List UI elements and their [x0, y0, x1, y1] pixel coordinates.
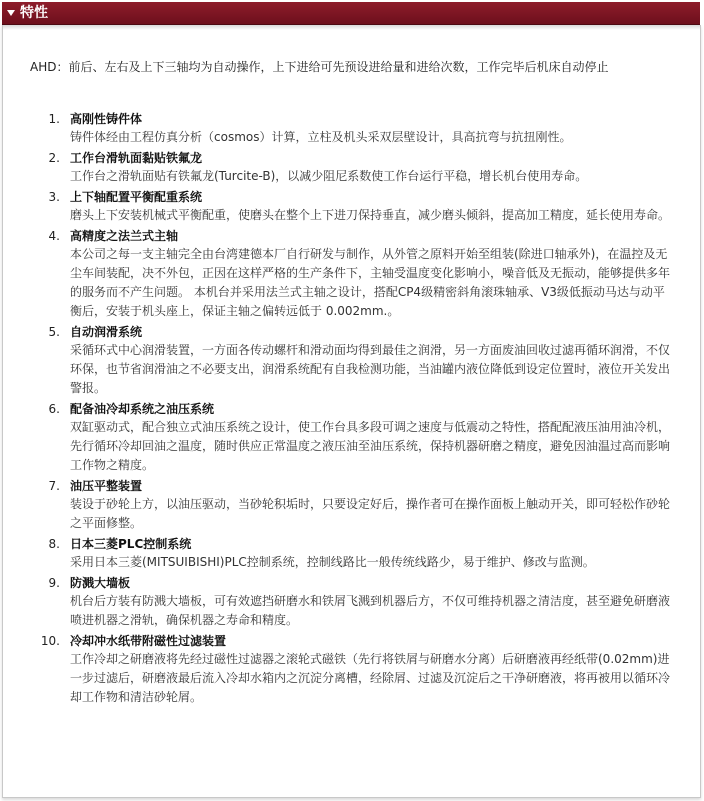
triangle-down-icon [7, 10, 15, 16]
list-item [30, 188, 674, 225]
item-number: 6. [48, 402, 60, 416]
list-item [30, 574, 674, 630]
item-title: 日本三菱PLC控制系统 [70, 537, 192, 551]
item-description: 工作台之滑轨面贴有铁氟龙(Turcite-B)，以减少阻尼系数使工作台运行平稳，增长机台使用寿命。 [70, 169, 588, 183]
item-number: 10. [40, 634, 60, 648]
item-number: 3. [48, 190, 60, 204]
item-title: 高精度之法兰式主轴 [70, 229, 179, 243]
list-item [30, 632, 674, 707]
item-number: 4. [48, 229, 60, 243]
section-title: 特性 [20, 5, 48, 21]
item-number: 1. [48, 112, 60, 126]
item-title: 工作台滑轨面黏贴铁氟龙 [70, 151, 203, 165]
item-title: 冷却冲水纸带附磁性过滤装置 [70, 634, 227, 648]
list-item [30, 149, 674, 186]
feature-list [30, 110, 674, 709]
list-item [30, 227, 674, 321]
item-description: 装设于砂轮上方，以油压驱动，当砂轮积垢时，只要设定好后，操作者可在操作面板上触动开关，即可轻松作砂轮之平面修整。 [70, 497, 671, 530]
list-item [30, 535, 674, 572]
list-item [30, 477, 674, 533]
item-description: 工作冷却之研磨液将先经过磁性过滤器之滚轮式磁铁（先行将铁屑与研磨水分离）后研磨液再经纸带(0.02mm)进一步过滤后，研磨液最后流入冷却水箱内之沉淀分离槽，经除屑、过滤及沉淀后之干净研磨液，将再被用以循环冷却工作物和清洁砂轮屑。 [70, 652, 671, 704]
item-title: 油压平整装置 [70, 479, 143, 493]
item-description: 磨头上下安装机械式平衡配重，使磨头在整个上下进刀保持垂直，减少磨头倾斜，提高加工精度，延长使用寿命。 [70, 208, 671, 222]
intro-text: AHD：前后、左右及上下三轴均为自动操作，上下进给可先预设进给量和进给次数，工作完毕后机床自动停止 [30, 60, 609, 74]
section-header [2, 2, 700, 25]
item-number: 9. [48, 576, 60, 590]
item-description: 采循环式中心润滑装置，一方面各传动螺杆和滑动面均得到最佳之润滑，另一方面废油回收过滤再循环润滑，不仅环保，也节省润滑油之不必要支出，润滑系统配有自我检测功能，当油罐内液位降低到设定位置时，液位开关发出警报。 [70, 343, 671, 395]
item-number: 2. [48, 151, 60, 165]
item-title: 高刚性铸件体 [70, 112, 143, 126]
item-description: 铸件体经由工程仿真分析（cosmos）计算，立柱及机头采双层壁设计，具高抗弯与抗扭刚性。 [70, 130, 572, 144]
item-number: 5. [48, 325, 60, 339]
item-number: 7. [48, 479, 60, 493]
item-title: 防溅大墙板 [70, 576, 131, 590]
item-title: 配备油冷却系统之油压系统 [70, 402, 215, 416]
list-item [30, 400, 674, 475]
item-description: 采用日本三菱(MITSUIBISHI)PLC控制系统，控制线路比一般传统线路少，易于维护、修改与监测。 [70, 555, 595, 569]
list-item [30, 110, 674, 147]
item-description: 双缸驱动式，配合独立式油压系统之设计，使工作台具多段可调之速度与低震动之特性，搭配配液压油用油冷机，先行循环冷却回油之温度，随时供应正常温度之液压油至油压系统，保持机器研磨之精度，避免因油温过高而影响工作物之精度。 [70, 420, 671, 472]
list-item [30, 323, 674, 398]
item-description: 机台后方装有防溅大墙板，可有效遮挡研磨水和铁屑飞溅到机器后方，不仅可维持机器之清洁度，甚至避免研磨液喷进机器之滑轨，确保机器之寿命和精度。 [70, 594, 671, 627]
item-number: 8. [48, 537, 60, 551]
item-description: 本公司之每一支主轴完全由台湾建德本厂自行研发与制作，从外管之原料开始至组装(除进口轴承外)，在温控及无尘车间装配，决不外包，正因在这样严格的生产条件下，主轴受温度变化影响小，噪音低及无振动，能够提供多年的服务而不产生问题。 本机台并采用法兰式主轴之设计，搭配CP4级精密斜角滚珠轴承、V3级低振动马达与动平衡后，安装于机头座上，保证主轴之偏转远低于 0.002mm.。 [70, 247, 671, 318]
item-title: 上下轴配置平衡配重系统 [70, 190, 203, 204]
item-title: 自动润滑系统 [70, 325, 143, 339]
